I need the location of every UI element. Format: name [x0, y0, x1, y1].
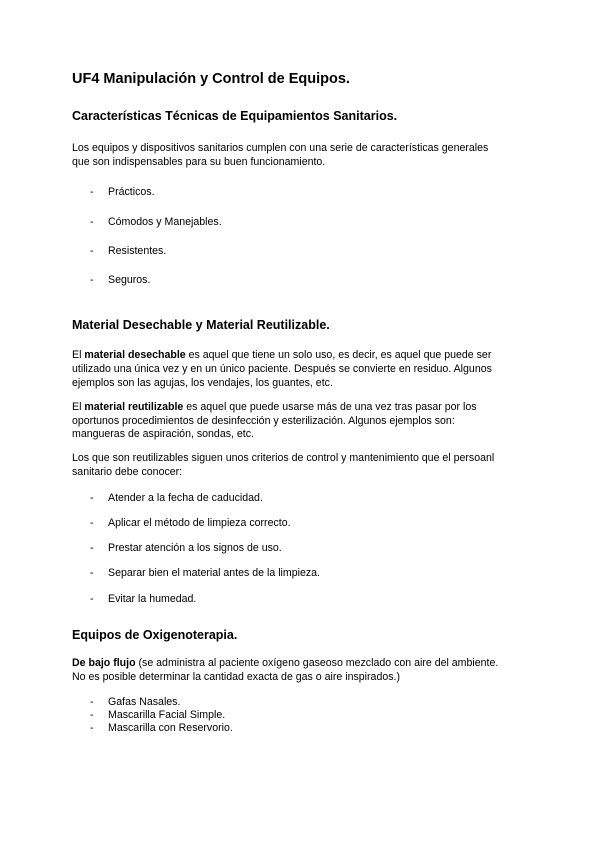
list-item	[90, 542, 282, 555]
section-heading-caracteristicas: Características Técnicas de Equipamientos Sanitarios.	[72, 109, 398, 123]
list-dash: -	[90, 274, 94, 286]
section-heading-oxigenoterapia: Equipos de Oxigenoterapia.	[72, 628, 238, 642]
section-heading-material: Material Desechable y Material Reutilizable.	[72, 318, 330, 332]
paragraph-line: Los que son reutilizables siguen unos criterios de control y mantenimiento que el persoanl	[72, 452, 495, 464]
list-item-text: Gafas Nasales.	[108, 696, 181, 708]
list-item-text: Separar bien el material antes de la limpieza.	[108, 567, 320, 579]
list-item-text: Aplicar el método de limpieza correcto.	[108, 517, 291, 529]
paragraph-line: que son indispensables para su buen funcionamiento.	[72, 156, 326, 168]
list-item	[90, 216, 222, 229]
list-item	[90, 696, 180, 709]
text-run: El	[72, 401, 85, 413]
document-title: UF4 Manipulación y Control de Equipos.	[72, 71, 350, 87]
list-dash: -	[90, 216, 94, 228]
list-item-text: Prácticos.	[108, 186, 155, 198]
list-item-text: Seguros.	[108, 274, 151, 286]
list-item-text: Mascarilla Facial Simple.	[108, 709, 226, 721]
list-dash: -	[90, 517, 94, 529]
list-item	[90, 492, 263, 505]
paragraph-line: oportunos procedimientos de desinfección y esterilización. Algunos ejemplos son:	[72, 415, 455, 427]
list-item	[90, 567, 320, 580]
list-item	[90, 517, 291, 530]
list-dash: -	[90, 722, 94, 734]
list-dash: -	[90, 567, 94, 579]
list-item	[90, 593, 196, 606]
text-run: El	[72, 349, 85, 361]
list-item-text: Atender a la fecha de caducidad.	[108, 492, 263, 504]
list-item-text: Prestar atención a los signos de uso.	[108, 542, 282, 554]
paragraph-line: mangueras de aspiración, sondas, etc.	[72, 428, 254, 440]
list-dash: -	[90, 186, 94, 198]
list-item-text: Evitar la humedad.	[108, 593, 197, 605]
paragraph-line	[72, 349, 491, 362]
list-dash: -	[90, 709, 94, 721]
bold-term: De bajo flujo	[72, 657, 136, 669]
list-item	[90, 274, 150, 287]
paragraph-line: sanitario debe conocer:	[72, 466, 183, 478]
paragraph-line: Los equipos y dispositivos sanitarios cumplen con una serie de características generales	[72, 142, 489, 154]
paragraph-line	[72, 657, 498, 670]
list-dash: -	[90, 593, 94, 605]
list-item-text: Mascarilla con Reservorio.	[108, 722, 233, 734]
paragraph-line	[72, 401, 477, 414]
paragraph-line: No es posible determinar la cantidad exacta de gas o aire inspirados.)	[72, 671, 401, 683]
list-dash: -	[90, 492, 94, 504]
list-item	[90, 186, 155, 199]
list-item-text: Cómodos y Manejables.	[108, 216, 222, 228]
bold-term: material desechable	[84, 349, 186, 361]
list-dash: -	[90, 542, 94, 554]
paragraph-line: ejemplos son las agujas, los vendajes, los guantes, etc.	[72, 377, 333, 389]
text-run: es aquel que puede usarse más de una vez tras pasar por los	[183, 401, 477, 413]
text-run: (se administra al paciente oxígeno gaseoso mezclado con aire del ambiente.	[135, 657, 499, 669]
bold-term: material reutilizable	[84, 401, 184, 413]
list-item	[90, 722, 233, 735]
list-item	[90, 245, 166, 258]
list-item-text: Resistentes.	[108, 245, 167, 257]
text-run: es aquel que tiene un solo uso, es decir, es aquel que puede ser	[185, 349, 492, 361]
paragraph-line: utilizado una única vez y en un único paciente. Después se convierte en residuo. Algunos	[72, 363, 492, 375]
list-item	[90, 709, 225, 722]
list-dash: -	[90, 245, 94, 257]
list-dash: -	[90, 696, 94, 708]
